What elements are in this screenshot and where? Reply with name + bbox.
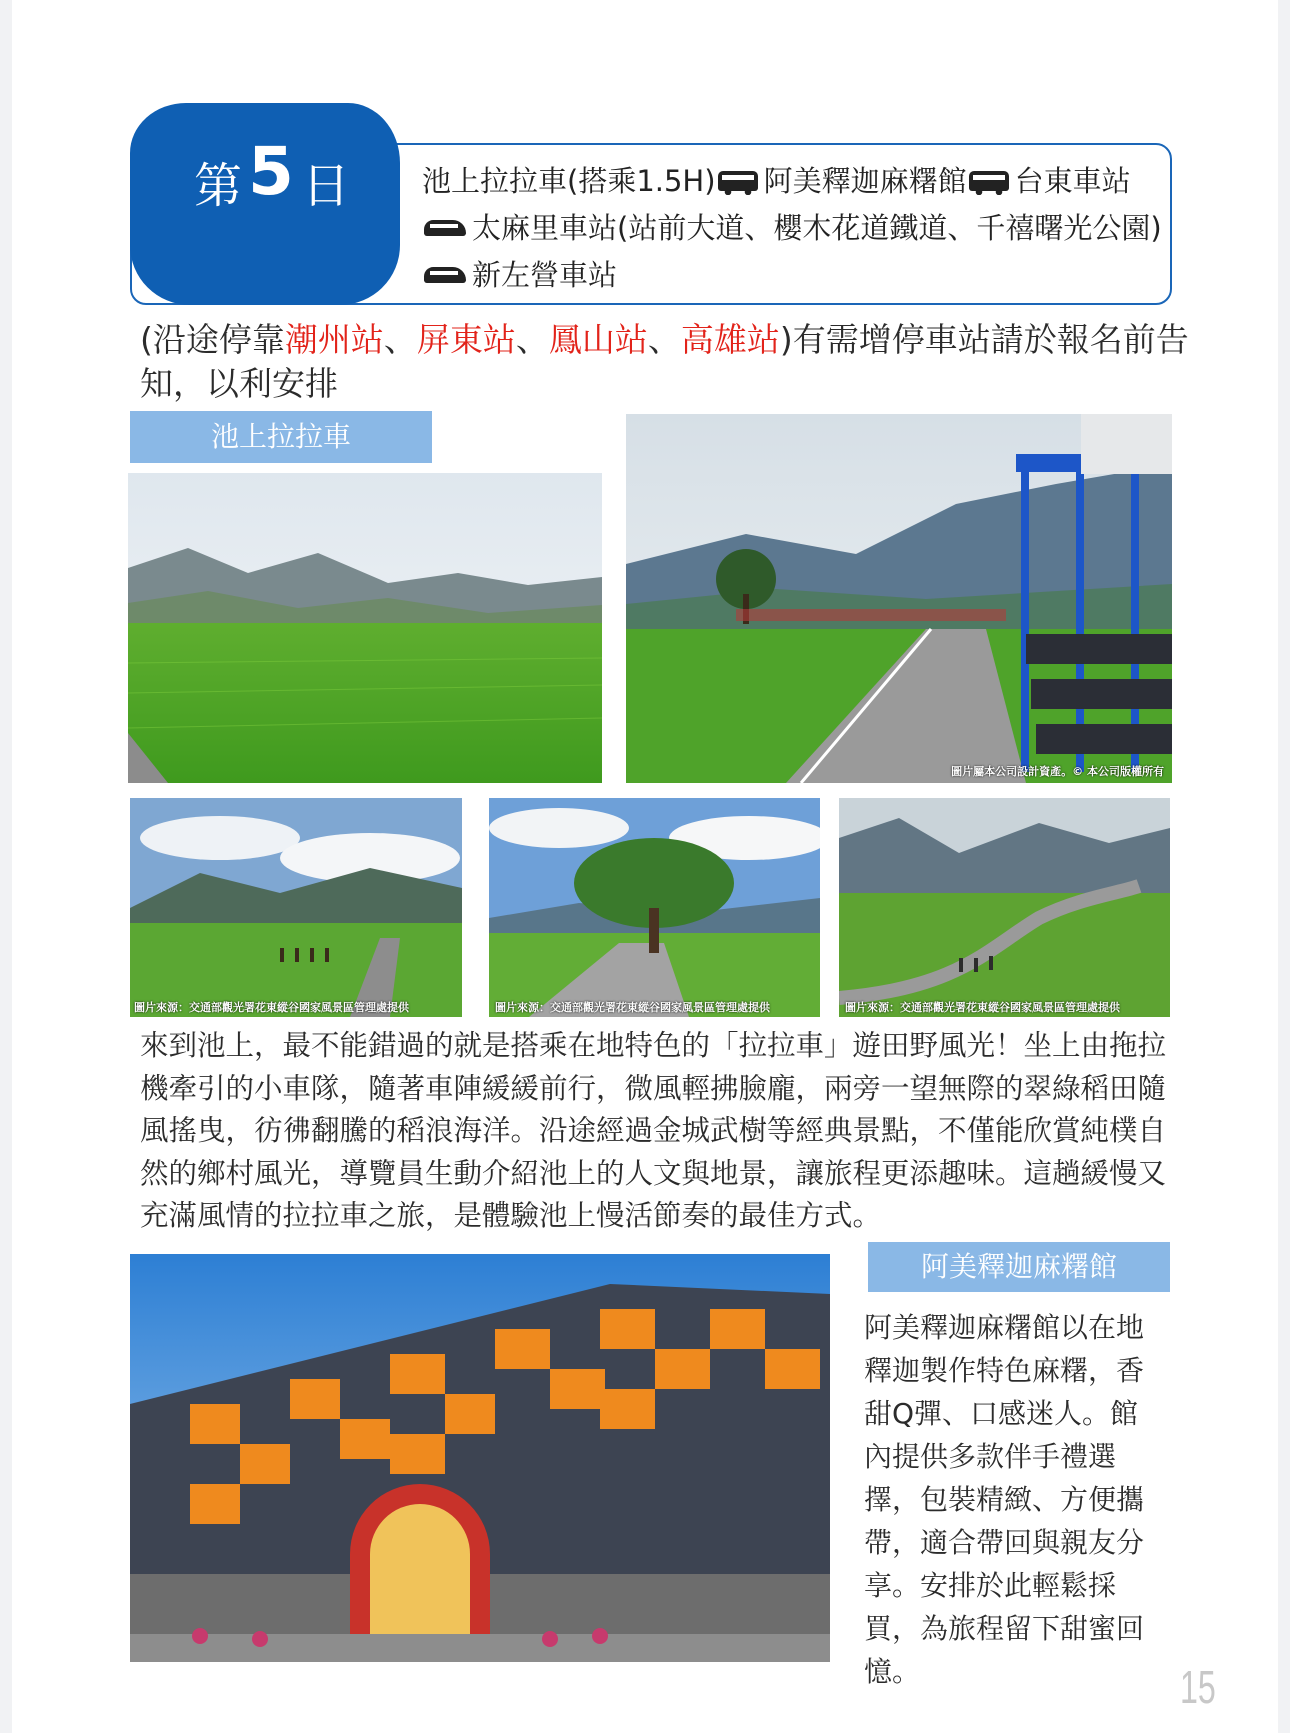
- brochure-page: [12, 0, 1278, 1733]
- page-number: 15: [1180, 1661, 1216, 1713]
- train-icon: [424, 220, 466, 236]
- photo-field-road: [130, 798, 462, 1017]
- itinerary-text: [422, 158, 1162, 299]
- photo-winding-path: [839, 798, 1170, 1017]
- bus-icon: [969, 171, 1009, 191]
- section-label-lala-car: 池上拉拉車: [130, 411, 432, 463]
- photo-credit: 圖片來源：交通部觀光署花東縱谷國家風景區管理處提供: [134, 1001, 409, 1014]
- photo-mochi-shop: [130, 1254, 830, 1662]
- photo-credit: 圖片來源：交通部觀光署花東縱谷國家風景區管理處提供: [495, 1001, 770, 1014]
- day-prefix: 第: [194, 158, 244, 214]
- winding-path-image: [839, 798, 1170, 1017]
- bus-icon: [718, 171, 758, 191]
- stop-2: 阿美釋迦麻糬館: [763, 164, 967, 198]
- lala-car-description: 來到池上，最不能錯過的就是搭乘在地特色的「拉拉車」遊田野風光！坐上由拖拉機牽引的小車隊，隨著車陣緩緩前行，微風輕拂臉龐，兩旁一望無際的翠綠稻田隨風搖曳，彷彿翻騰的稻浪海洋。沿途經過金城武樹等經典景點，不僅能欣賞純樸自然的鄉村風光，導覽員生動介紹池上的人文與地景，讓旅程更添趣味。這趟緩慢又充滿風情的拉拉車之旅，是體驗池上慢活節奏的最佳方式。: [140, 1029, 1167, 1232]
- station-chaozhou: 潮州站: [284, 320, 384, 359]
- lala-car-image: [626, 414, 1172, 783]
- stops-note: [140, 318, 1190, 406]
- photo-rice-field: [128, 473, 602, 783]
- field-road-image: [130, 798, 462, 1017]
- stop-3: 台東車站: [1014, 164, 1131, 198]
- day-number: 5: [248, 133, 294, 210]
- stop-1: 池上拉拉車(搭乘1.5H): [422, 164, 716, 198]
- tree-image: [489, 798, 820, 1017]
- note-open: (沿途停靠: [140, 320, 285, 359]
- note-close: )有需增停車站請於報名前告知，以利安排: [140, 320, 1189, 403]
- section-label-mochi-shop: 阿美釋迦麻糬館: [868, 1242, 1170, 1292]
- photo-tree: [489, 798, 820, 1017]
- photo-credit: 圖片來源：交通部觀光署花東縱谷國家風景區管理處提供: [845, 1001, 1120, 1014]
- mochi-shop-image: [130, 1254, 830, 1662]
- copyright-credit: 圖片屬本公司設計資產。© 本公司版權所有: [951, 765, 1164, 778]
- sep: 、: [515, 320, 549, 359]
- sep: 、: [647, 320, 681, 359]
- mochi-shop-description: 阿美釋迦麻糬館以在地釋迦製作特色麻糬，香甜Q彈、口感迷人。館內提供多款伴手禮選擇，包裝精緻、方便攜帶，適合帶回與親友分享。安排於此輕鬆採買，為旅程留下甜蜜回憶。: [864, 1311, 1145, 1688]
- photo-lala-car: [626, 414, 1172, 783]
- sep: 、: [383, 320, 417, 359]
- day-suffix: 日: [302, 158, 351, 214]
- station-fengshan: 鳳山站: [548, 320, 648, 359]
- station-kaohsiung: 高雄站: [680, 320, 780, 359]
- stop-4: 太麻里車站(站前大道、櫻木花道鐵道、千禧曙光公園): [472, 211, 1162, 245]
- stop-5: 新左營車站: [472, 258, 618, 292]
- day-badge: [130, 103, 400, 305]
- station-pingtung: 屏東站: [416, 320, 516, 359]
- train-icon: [424, 267, 466, 283]
- rice-field-image: [128, 473, 602, 783]
